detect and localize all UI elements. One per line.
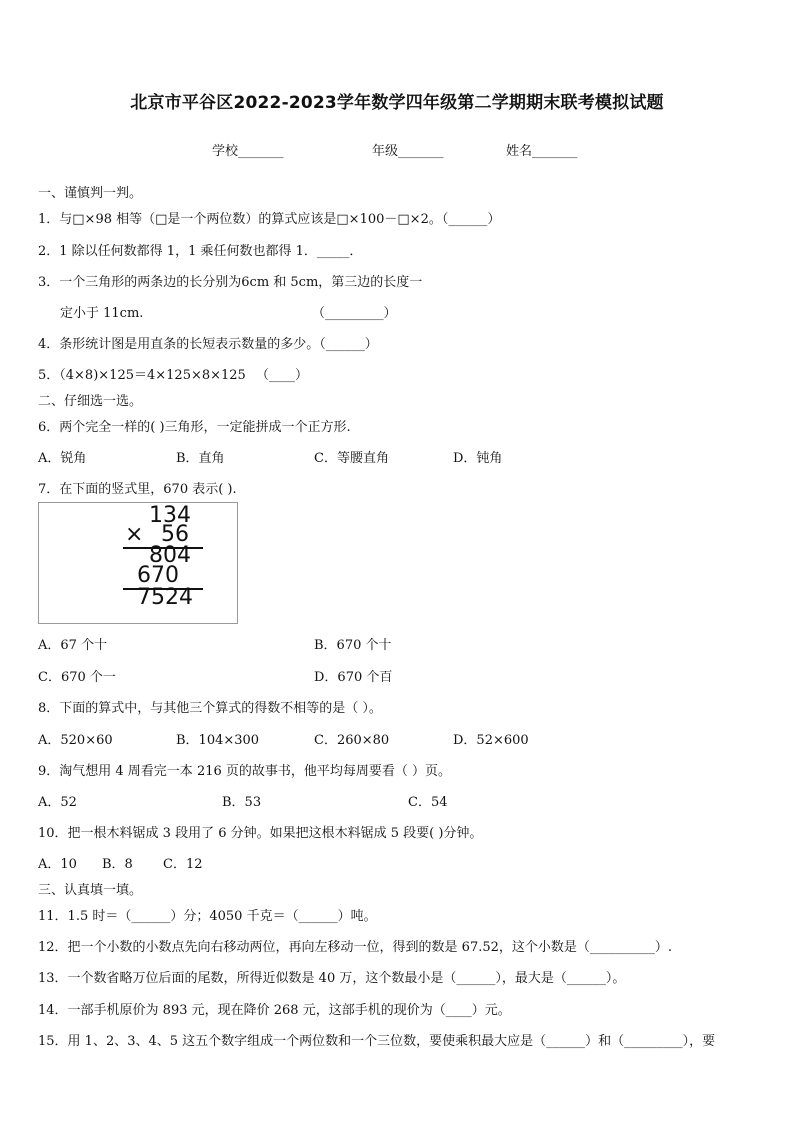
- q8-option-c: C．260×80: [314, 733, 390, 748]
- section-heading-2: 二、仔细选一选。: [38, 394, 143, 409]
- section-heading-3: 三、认真填一填。: [38, 883, 143, 898]
- calc-partial-2: 670: [137, 563, 179, 588]
- question-5-blank: （____）: [256, 368, 309, 383]
- question-2: 2．1 除以任何数都得 1，1 乘任何数也都得 1．_____．: [38, 244, 363, 259]
- q8-option-d: D．52×600: [453, 733, 529, 748]
- question-3-blank: （_________）: [312, 306, 397, 321]
- question-8: 8．下面的算式中，与其他三个算式的得数不相等的是（ ）。: [38, 701, 382, 716]
- q6-option-c: C．等腰直角: [314, 451, 389, 466]
- question-13: 13．一个数省略万位后面的尾数，所得近似数是 40 万，这个数最小是（______），最大是（______）。: [38, 971, 626, 986]
- question-7: 7．在下面的竖式里，670 表示( ).: [38, 482, 237, 497]
- question-14: 14．一部手机原价为 893 元，现在降价 268 元，这部手机的现价为（____）元。: [38, 1003, 511, 1018]
- q7-option-d: D．670 个百: [314, 670, 393, 685]
- question-15: 15．用 1、2、3、4、5 这五个数字组成一个两位数和一个三位数，要使乘积最大应是（______）和（_________），要: [38, 1034, 716, 1049]
- q6-option-d: D．钝角: [453, 451, 503, 466]
- question-10: 10．把一根木料锯成 3 段用了 6 分钟。如果把这根木料锯成 5 段要( )分钟。: [38, 826, 483, 841]
- question-6: 6．两个完全一样的( )三角形，一定能拼成一个正方形.: [38, 420, 351, 435]
- question-9: 9．淘气想用 4 周看完一本 216 页的故事书，他平均每周要看（ ）页。: [38, 764, 452, 779]
- calc-result: 7524: [137, 585, 193, 610]
- question-3-line2: 定小于 11cm.: [60, 306, 144, 321]
- q8-option-b: B．104×300: [176, 733, 260, 748]
- q6-option-a: A．锐角: [38, 451, 87, 466]
- calc-multiplier: 56: [161, 522, 189, 547]
- q10-option-b: B．8: [102, 857, 133, 872]
- grade-field: 年级_______: [372, 144, 444, 159]
- question-11: 11．1.5 时＝（______）分；4050 千克＝（______）吨。: [38, 909, 377, 924]
- calc-multiplicand: 134: [149, 503, 191, 528]
- q7-option-b: B．670 个十: [314, 638, 392, 653]
- vertical-multiplication-figure: [38, 502, 238, 624]
- question-3-line1: 3．一个三角形的两条边的长分别为6cm 和 5cm，第三边的长度一: [38, 275, 423, 290]
- name-field: 姓名_______: [506, 144, 578, 159]
- q7-option-c: C．670 个一: [38, 670, 116, 685]
- page-title: 北京市平谷区2022-2023学年数学四年级第二学期期末联考模拟试题: [130, 93, 664, 113]
- q8-option-a: A．520×60: [38, 733, 113, 748]
- question-4: 4．条形统计图是用直条的长短表示数量的多少。（______）: [38, 337, 378, 352]
- question-12: 12．把一个小数的小数点先向右移动两位，再向左移动一位，得到的数是 67.52，这个小数是（__________）.: [38, 940, 673, 955]
- section-heading-1: 一、谨慎判一判。: [38, 186, 143, 201]
- question-1: 1．与□×98 相等（□是一个两位数）的算式应该是□×100－□×2。（______）: [38, 212, 501, 227]
- q10-option-a: A．10: [38, 857, 77, 872]
- question-5: 5．（4×8)×125＝4×125×8×125: [38, 368, 246, 383]
- calc-partial-1: 804: [149, 543, 191, 568]
- q9-option-c: C．54: [408, 795, 448, 810]
- q10-option-c: C．12: [163, 857, 203, 872]
- q9-option-b: B．53: [222, 795, 262, 810]
- q9-option-a: A．52: [38, 795, 77, 810]
- q6-option-b: B．直角: [176, 451, 225, 466]
- school-field: 学校_______: [212, 144, 284, 159]
- calc-times-sign: ×: [125, 522, 144, 547]
- q7-option-a: A．67 个十: [38, 638, 108, 653]
